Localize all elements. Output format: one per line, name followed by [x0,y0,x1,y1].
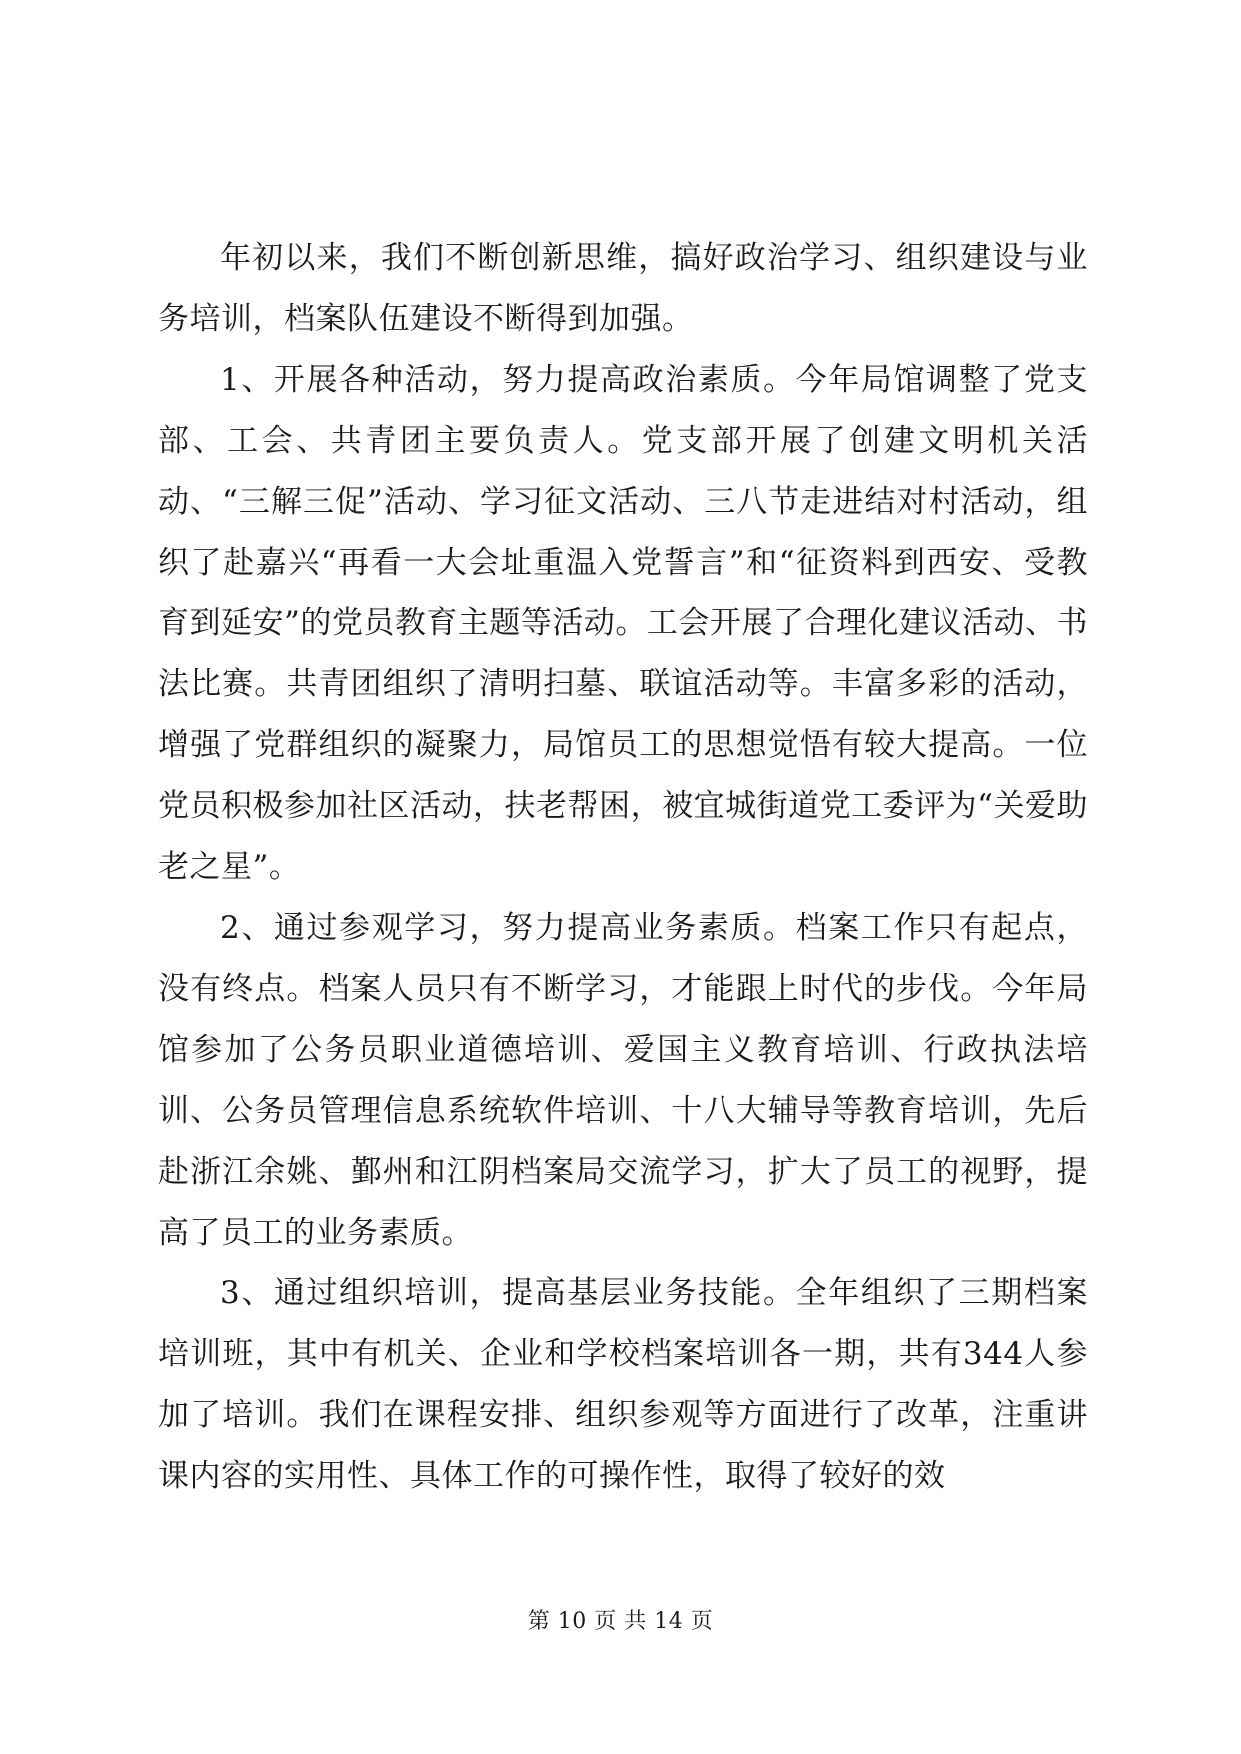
paragraph-item-3: 3、通过组织培训，提高基层业务技能。全年组织了三期档案培训班，其中有机关、企业和学校档案培训各一期，共有344人参加了培训。我们在课程安排、组织参观等方面进行了改革，注重讲课内容的实用性、具体工作的可操作性，取得了较好的效 [158,1275,1088,1495]
page-footer: 第 10 页 共 14 页 [527,1609,714,1634]
document-body [158,228,1088,1507]
paragraph-item-1: 1、开展各种活动，努力提高政治素质。今年局馆调整了党支部、工会、共青团主要负责人。党支部开展了创建文明机关活动、“三解三促”活动、学习征文活动、三八节走进结对村活动，组织了赴嘉兴“再看一大会址重温入党誓言”和“征资料到西安、受教育到延安”的党员教育主题等活动。工会开展了合理化建议活动、书法比赛。共青团组织了清明扫墓、联谊活动等。丰富多彩的活动，增强了党群组织的凝聚力，局馆员工的思想觉悟有较大提高。一位党员积极参加社区活动，扶老帮困，被宜城街道党工委评为“关爱助老之星”。 [158,361,1088,886]
paragraph-item-2: 2、通过参观学习，努力提高业务素质。档案工作只有起点，没有终点。档案人员只有不断学习，才能跟上时代的步伐。今年局馆参加了公务员职业道德培训、爱国主义教育培训、行政执法培训、公务员管理信息系统软件培训、十八大辅导等教育培训，先后赴浙江余姚、鄞州和江阴档案局交流学习，扩大了员工的视野，提高了员工的业务素质。 [158,909,1088,1251]
paragraph-intro: 年初以来，我们不断创新思维，搞好政治学习、组织建设与业务培训，档案队伍建设不断得到加强。 [158,240,1088,337]
